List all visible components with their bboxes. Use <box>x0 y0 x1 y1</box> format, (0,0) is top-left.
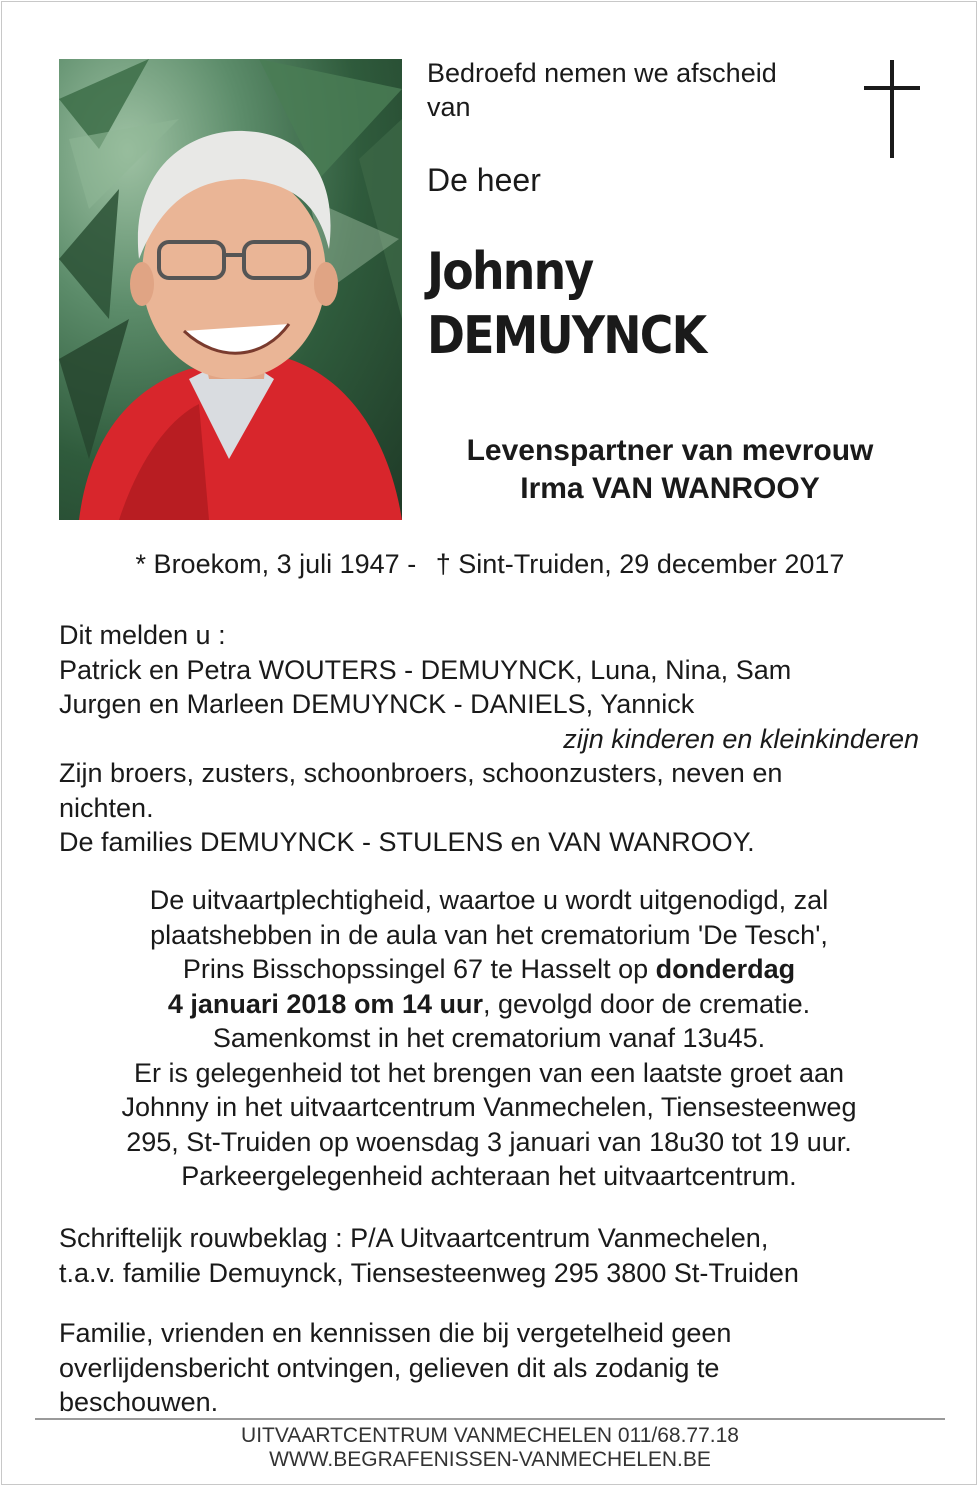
partner-info <box>420 432 920 508</box>
ceremony-block <box>59 883 919 1194</box>
announcers-intro: Dit melden u : <box>59 620 226 650</box>
deceased-name <box>427 240 705 368</box>
announcers-line-3: Zijn broers, zusters, schoonbroers, schoonzusters, neven en <box>59 758 783 788</box>
ceremony-date-time: 4 januari 2018 om 14 uur <box>167 988 483 1019</box>
condolences-line-1: Schriftelijk rouwbeklag : P/A Uitvaartcentrum Vanmechelen, <box>59 1223 769 1253</box>
partner-line-2: Irma VAN WANROOY <box>520 472 820 505</box>
last-name: DEMUYNCK <box>427 306 706 366</box>
intro-text <box>427 56 847 124</box>
condolences-block <box>59 1221 919 1290</box>
footer-divider <box>35 1418 945 1420</box>
announcers-line-2: Jurgen en Marleen DEMUYNCK - DANIELS, Yannick <box>59 689 695 719</box>
footer-contact: UITVAARTCENTRUM VANMECHELEN 011/68.77.18 <box>241 1424 739 1447</box>
footer <box>0 1424 980 1472</box>
honorific: De heer <box>427 162 541 198</box>
announcers-relation: zijn kinderen en kleinkinderen <box>563 723 919 754</box>
notice-line-1: Familie, vrienden en kennissen die bij vergetelheid geen <box>59 1318 732 1348</box>
announcers-block <box>59 618 919 860</box>
cross-icon <box>864 60 920 158</box>
ceremony-line-1: De uitvaartplechtigheid, waartoe u wordt uitgenodigd, zal <box>149 885 829 915</box>
footer-website: WWW.BEGRAFENISSEN-VANMECHELEN.BE <box>269 1448 711 1471</box>
condolences-line-2: t.a.v. familie Demuynck, Tiensesteenweg 295 3800 St-Truiden <box>59 1257 799 1288</box>
notice-line-3: beschouwen. <box>59 1387 219 1417</box>
ceremony-line-2: plaatshebben in de aula van het crematorium 'De Tesch', <box>150 919 828 950</box>
partner-line-1: Levenspartner van mevrouw <box>466 434 874 467</box>
notice-block <box>59 1316 919 1420</box>
ceremony-line-4 <box>59 987 919 1022</box>
life-dates <box>0 546 980 582</box>
ceremony-line-8: 295, St-Truiden op woensdag 3 januari van 18u30 tot 19 uur. <box>126 1126 852 1157</box>
death-date: † Sint-Truiden, 29 december 2017 <box>435 549 845 579</box>
ceremony-line-4-text: , gevolgd door de crematie. <box>482 988 811 1019</box>
ceremony-line-3 <box>59 952 919 987</box>
intro-line-1: Bedroefd nemen we afscheid <box>427 58 777 88</box>
ceremony-line-9: Parkeergelegenheid achteraan het uitvaartcentrum. <box>181 1161 797 1191</box>
ceremony-day: donderdag <box>655 954 796 984</box>
ceremony-line-6: Er is gelegenheid tot het brengen van een laatste groet aan <box>133 1057 844 1088</box>
ceremony-line-7: Johnny in het uitvaartcentrum Vanmechelen, Tiensesteenweg <box>121 1092 857 1122</box>
first-name: Johnny <box>427 242 593 302</box>
intro-line-2: van <box>427 92 471 122</box>
notice-line-2: overlijdensbericht ontvingen, gelieven dit als zodanig te <box>59 1352 720 1383</box>
announcers-line-1: Patrick en Petra WOUTERS - DEMUYNCK, Luna, Nina, Sam <box>59 654 792 685</box>
ceremony-line-5: Samenkomst in het crematorium vanaf 13u45. <box>212 1023 766 1053</box>
announcers-line-5: De families DEMUYNCK - STULENS en VAN WANROOY. <box>59 827 755 857</box>
portrait-photo <box>59 59 402 520</box>
birth-date: * Broekom, 3 juli 1947 - <box>135 549 417 579</box>
ceremony-line-3-text: Prins Bisschopssingel 67 te Hasselt op <box>182 954 656 984</box>
announcers-line-4: nichten. <box>59 792 154 823</box>
